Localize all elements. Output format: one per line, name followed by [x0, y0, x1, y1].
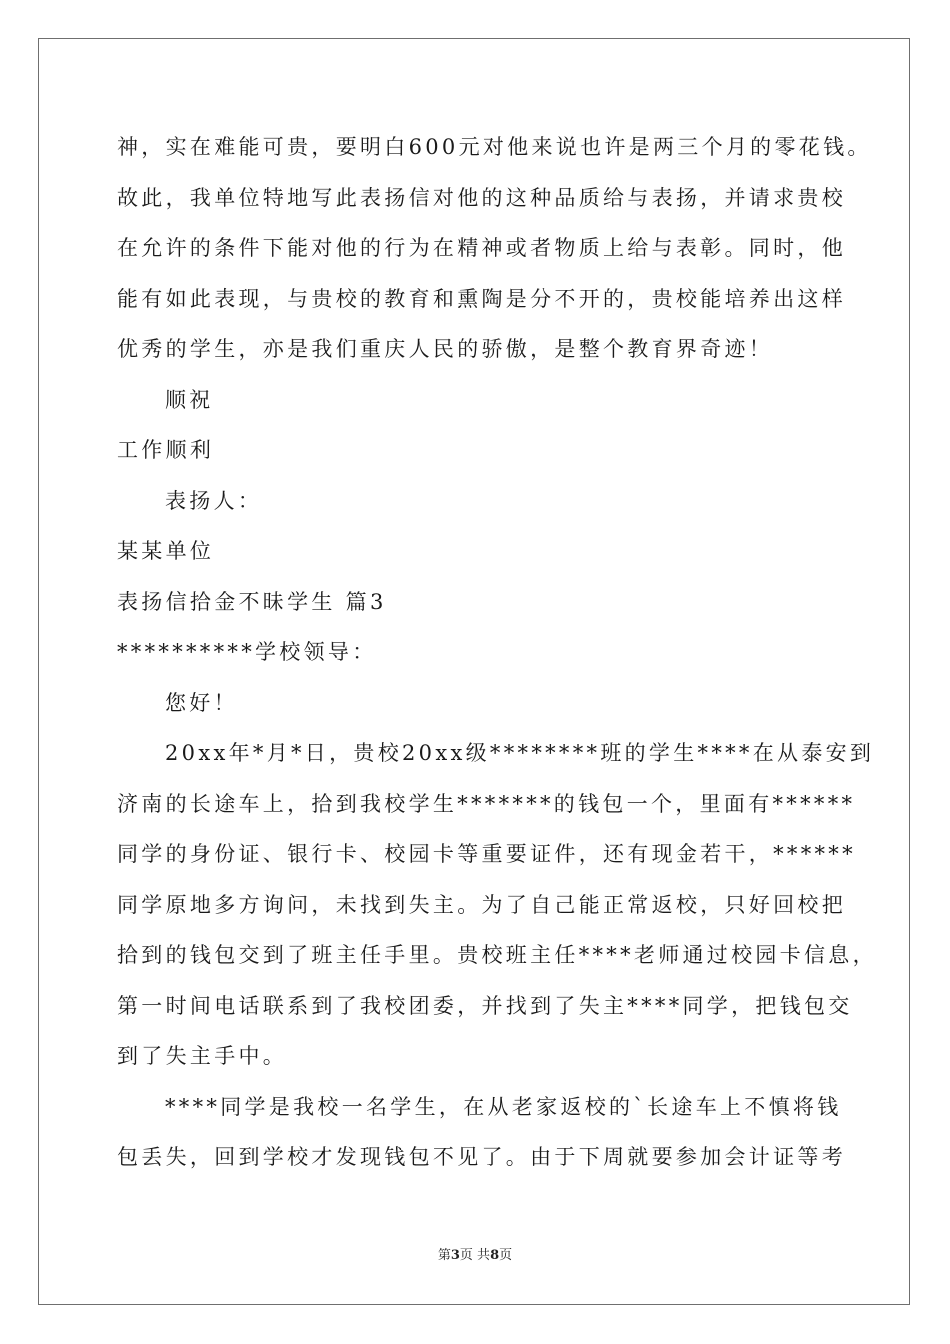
- document-body: [117, 122, 877, 1183]
- page-total: 8: [490, 1248, 500, 1263]
- signature-label: 表扬人：: [165, 488, 263, 513]
- body-line: 济南的长途车上，拾到我校学生*******的钱包一个，里面有******: [117, 791, 856, 816]
- body-line: 神，实在难能可贵，要明白600元对他来说也许是两三个月的零花钱。: [117, 135, 872, 159]
- signature-unit: 某某单位: [117, 539, 215, 563]
- closing-wish: 工作顺利: [117, 438, 215, 462]
- body-line: 包丢失，回到学校才发现钱包不见了。由于下周就要参加会计证等考: [117, 1145, 846, 1169]
- page-number: 3: [450, 1248, 460, 1263]
- body-line: ****同学是我校一名学生，在从老家返校的`长途车上不慎将钱: [165, 1094, 842, 1119]
- footer-suffix: 页: [499, 1248, 513, 1263]
- footer-prefix: 第: [437, 1248, 451, 1263]
- body-line: 同学的身份证、银行卡、校园卡等重要证件，还有现金若干，******: [117, 842, 856, 866]
- body-line: 同学原地多方询问，未找到失主。为了自己能正常返校，只好回校把: [117, 892, 846, 917]
- closing-greeting: 顺祝: [165, 387, 214, 412]
- body-line: 故此，我单位特地写此表扬信对他的这种品质给与表扬，并请求贵校: [117, 185, 846, 210]
- footer-mid: 页 共: [459, 1248, 491, 1263]
- body-line: 20xx年*月*日，贵校20xx级********班的学生****在从泰安到: [165, 741, 875, 765]
- body-line: 到了失主手中。: [117, 1044, 288, 1068]
- page-footer: [0, 1244, 950, 1263]
- section-heading: 表扬信拾金不昧学生 篇3: [117, 589, 387, 614]
- body-line: 优秀的学生，亦是我们重庆人民的骄傲，是整个教育界奇迹！: [117, 337, 774, 361]
- salutation: **********学校领导：: [117, 640, 377, 664]
- greeting: 您好！: [165, 690, 238, 715]
- body-line: 在允许的条件下能对他的行为在精神或者物质上给与表彰。同时，他: [117, 236, 846, 260]
- body-line: 第一时间电话联系到了我校团委，并找到了失主****同学，把钱包交: [117, 993, 853, 1018]
- body-line: 能有如此表现，与贵校的教育和熏陶是分不开的，贵校能培养出这样: [117, 286, 846, 311]
- body-line: 拾到的钱包交到了班主任手里。贵校班主任****老师通过校园卡信息，: [117, 943, 877, 967]
